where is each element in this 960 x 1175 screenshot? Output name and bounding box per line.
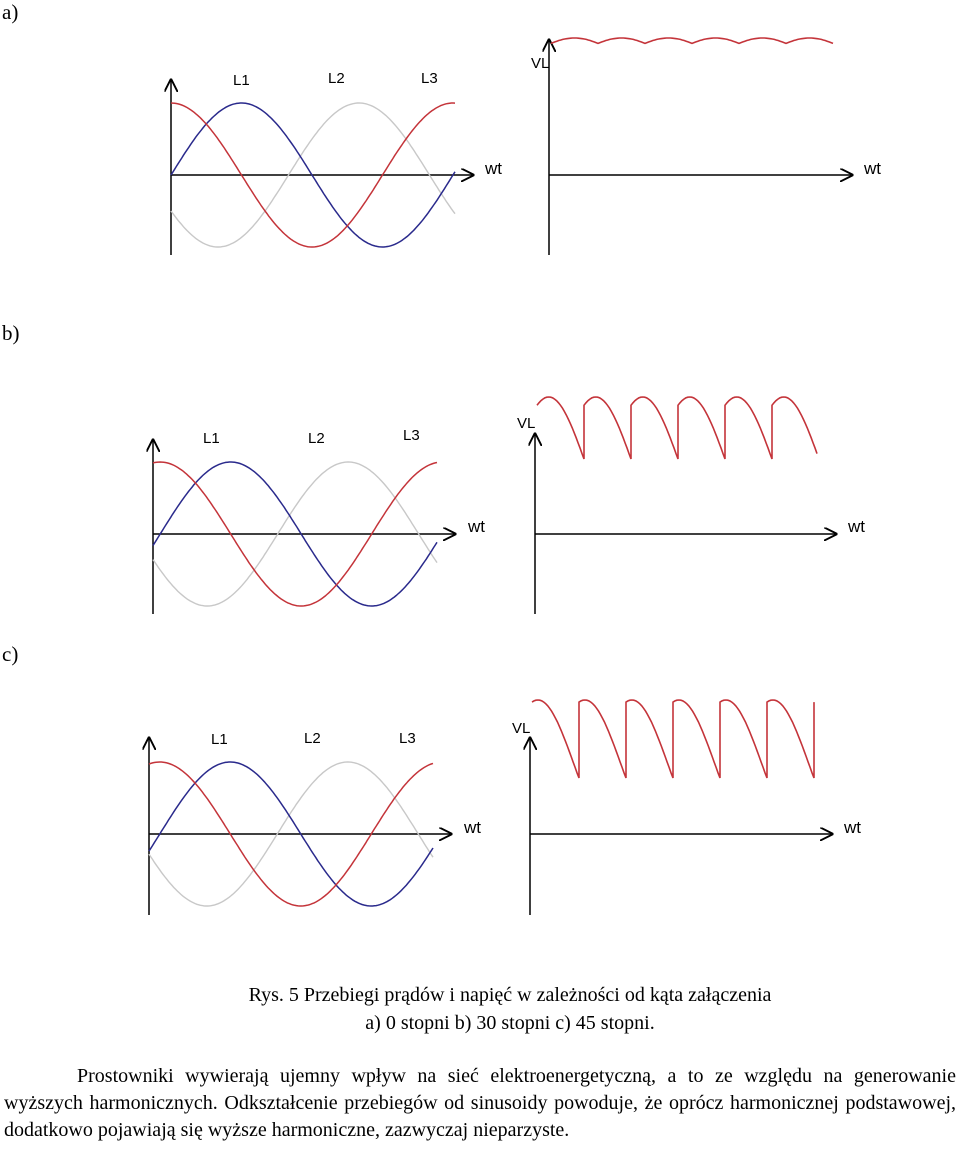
- phase-label-l2-b: L2: [308, 430, 325, 447]
- output-x-axis-label-c: wt: [844, 818, 861, 837]
- figure-caption: [0, 981, 960, 1037]
- phase-label-l1-b: L1: [203, 430, 220, 447]
- output-plot-b: [517, 397, 865, 614]
- output-plot-a: [531, 38, 881, 255]
- output-plot-c: [512, 700, 861, 915]
- output-waveform-b: [537, 397, 817, 459]
- x-axis-label-c: wt: [464, 818, 481, 837]
- panel-label-a: a): [2, 0, 19, 24]
- phase-label-l3-a: L3: [421, 70, 438, 87]
- output-waveform-c: [532, 700, 814, 778]
- panel-label-b: b): [2, 321, 20, 345]
- output-y-axis-label-b: VL: [517, 415, 536, 432]
- phase-label-l3-c: L3: [399, 730, 416, 747]
- phase-label-l1-c: L1: [211, 731, 228, 748]
- phase-plot-a: [171, 70, 502, 255]
- phase-label-l3-b: L3: [403, 427, 420, 444]
- output-y-axis-label-c: VL: [512, 720, 531, 737]
- phase-plot-b: [153, 427, 485, 614]
- output-x-axis-label-a: wt: [864, 159, 881, 178]
- x-axis-label-a: wt: [485, 159, 502, 178]
- phase-plot-c: [149, 730, 481, 915]
- phase-label-l2-a: L2: [328, 70, 345, 87]
- output-y-axis-label-a: VL: [531, 55, 550, 72]
- phase-label-l2-c: L2: [304, 730, 321, 747]
- output-waveform-a: [551, 38, 833, 43]
- caption-line-2: a) 0 stopni b) 30 stopni c) 45 stopni.: [365, 1012, 655, 1034]
- body-paragraph: Prostowniki wywierają ujemny wpływ na sieć elektroenergetyczną, a to ze względu na generowanie wyższych harmonicznych. Odkształcenie przebiegów od sinusoidy powoduje, że oprócz harmonicznej podstawowej, dodatkowo pojawiają się wyższe harmoniczne, zazwyczaj nieparzyste.: [4, 1065, 956, 1141]
- phase-label-l1-a: L1: [233, 72, 250, 89]
- caption-line-1: Rys. 5 Przebiegi prądów i napięć w zależności od kąta załączenia: [248, 984, 772, 1006]
- x-axis-label-b: wt: [468, 517, 485, 536]
- output-x-axis-label-b: wt: [848, 517, 865, 536]
- panel-label-c: c): [2, 642, 19, 666]
